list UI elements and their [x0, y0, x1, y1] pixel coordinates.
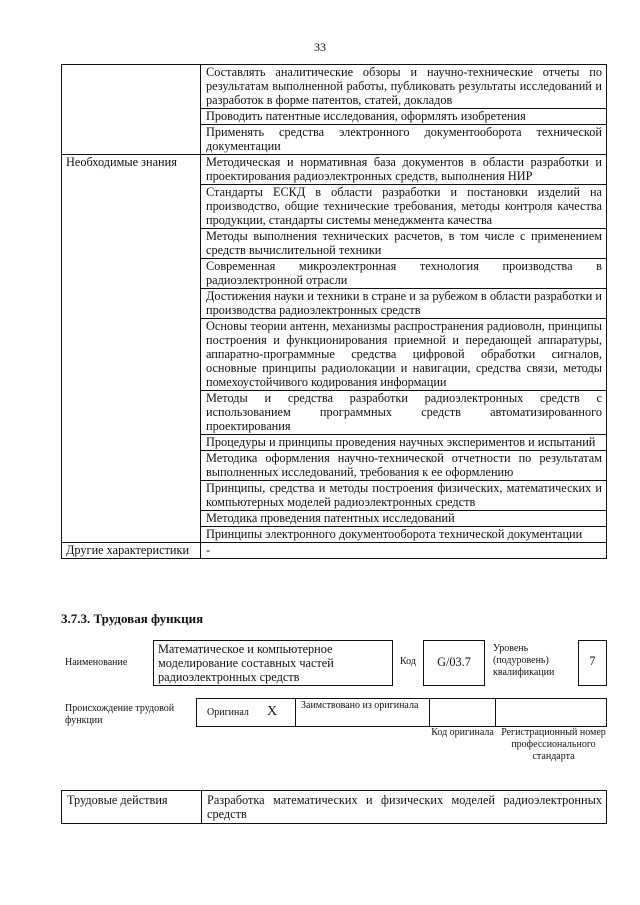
table-row	[62, 229, 607, 259]
table-row	[62, 65, 607, 109]
table-row	[62, 319, 607, 391]
table-row	[62, 791, 607, 824]
row-value: Методическая и нормативная база документов в области разработки и проектирования радиоэлектронных средств, выполнения НИР	[201, 155, 607, 185]
row-label	[62, 481, 201, 511]
row-label	[62, 229, 201, 259]
row-label	[62, 527, 201, 543]
table-row	[62, 185, 607, 229]
section-title: 3.7.3. Трудовая функция	[61, 611, 204, 626]
row-value: Принципы, средства и методы построения физических, математических и компьютерных моделей радиоэлектронных средств	[201, 481, 607, 511]
page-number: 33	[314, 40, 326, 54]
knowledge-table	[61, 64, 607, 559]
row-label	[62, 109, 201, 125]
row-value: Методы и средства разработки радиоэлектронных средств с использованием программных средств автоматизированного проектирования	[201, 391, 607, 435]
level-label: Уровень (подуровень) квалификации	[493, 643, 555, 678]
row-value: Применять средства электронного документооборота технической документации	[201, 125, 607, 155]
code-value-box	[423, 640, 485, 686]
table-row	[62, 481, 607, 511]
table-row	[62, 527, 607, 543]
row-value: Методика проведения патентных исследований	[201, 511, 607, 527]
row-value: Достижения науки и техники в стране и за рубежом в области разработки и производства радиоэлектронных средств	[201, 289, 607, 319]
borrowed-label: Заимствовано из оригинала	[301, 700, 419, 711]
table-row	[62, 511, 607, 527]
labor-actions-table	[61, 790, 607, 824]
row-label	[62, 451, 201, 481]
labor-actions-value: Разработка математических и физических моделей радиоэлектронных средств	[202, 791, 607, 824]
row-value: Методы выполнения технических расчетов, в том числе с применением средств вычислительной техники	[201, 229, 607, 259]
row-value: -	[201, 543, 607, 559]
row-value: Основы теории антенн, механизмы распространения радиоволн, принципы построения и функционирования приемной и передающей аппаратуры, аппаратно-программные средства цифровой обработки сигналов, основные принципы радиолокации и навигации, средства связи, методы помехоустойчивого кодирования информации	[201, 319, 607, 391]
table-row	[62, 109, 607, 125]
table-row	[62, 125, 607, 155]
original-label: Оригинал	[207, 707, 249, 718]
table-row	[62, 391, 607, 435]
table-row	[62, 451, 607, 481]
row-label	[62, 289, 201, 319]
row-value: Методика оформления научно-технической отчетности по результатам выполненных исследований, требования к ее оформлению	[201, 451, 607, 481]
row-label	[62, 185, 201, 229]
borrowed-box	[295, 698, 430, 727]
table-row	[62, 289, 607, 319]
level-value: 7	[589, 654, 596, 668]
row-label	[62, 511, 201, 527]
row-value: Проводить патентные исследования, оформлять изобретения	[201, 109, 607, 125]
row-label	[62, 65, 201, 109]
table-row	[62, 543, 607, 559]
original-mark: X	[267, 704, 278, 719]
row-value: Составлять аналитические обзоры и научно-технические отчеты по результатам выполненной работы, публиковать результаты исследований и разработок в форме патентов, статей, докладов	[201, 65, 607, 109]
reg-number-box	[495, 698, 607, 727]
row-value: Процедуры и принципы проведения научных экспериментов и испытаний	[201, 435, 607, 451]
code-caption: Код оригинала	[431, 727, 494, 738]
code-label: Код	[400, 656, 416, 667]
row-label	[62, 319, 201, 391]
table-row	[62, 435, 607, 451]
table-row	[62, 155, 607, 185]
row-label	[62, 391, 201, 435]
labor-actions-label: Трудовые действия	[62, 791, 202, 824]
level-value-box	[578, 640, 607, 686]
function-name-value: Математическое и компьютерное моделирование составных частей радиоэлектронных средств	[158, 642, 334, 684]
row-label	[62, 435, 201, 451]
origin-label: Происхождение трудовой функции	[65, 703, 175, 726]
row-label: Необходимые знания	[62, 155, 201, 185]
origin-code-box	[429, 698, 496, 727]
row-value: Стандарты ЕСКД в области разработки и постановки изделий на производство, общие технические требования, методы контроля качества продукции, стандарты системы менеджмента качества	[201, 185, 607, 229]
function-name-box	[153, 640, 393, 686]
table-row	[62, 259, 607, 289]
row-label: Другие характеристики	[62, 543, 201, 559]
reg-caption: Регистрационный номер профессионального стандарта	[501, 727, 606, 762]
original-box	[196, 698, 296, 727]
row-label	[62, 259, 201, 289]
row-label	[62, 125, 201, 155]
row-value: Современная микроэлектронная технология производства в радиоэлектронной отрасли	[201, 259, 607, 289]
row-value: Принципы электронного документооборота технической документации	[201, 527, 607, 543]
name-label: Наименование	[65, 657, 128, 668]
code-value: G/03.7	[437, 655, 471, 669]
